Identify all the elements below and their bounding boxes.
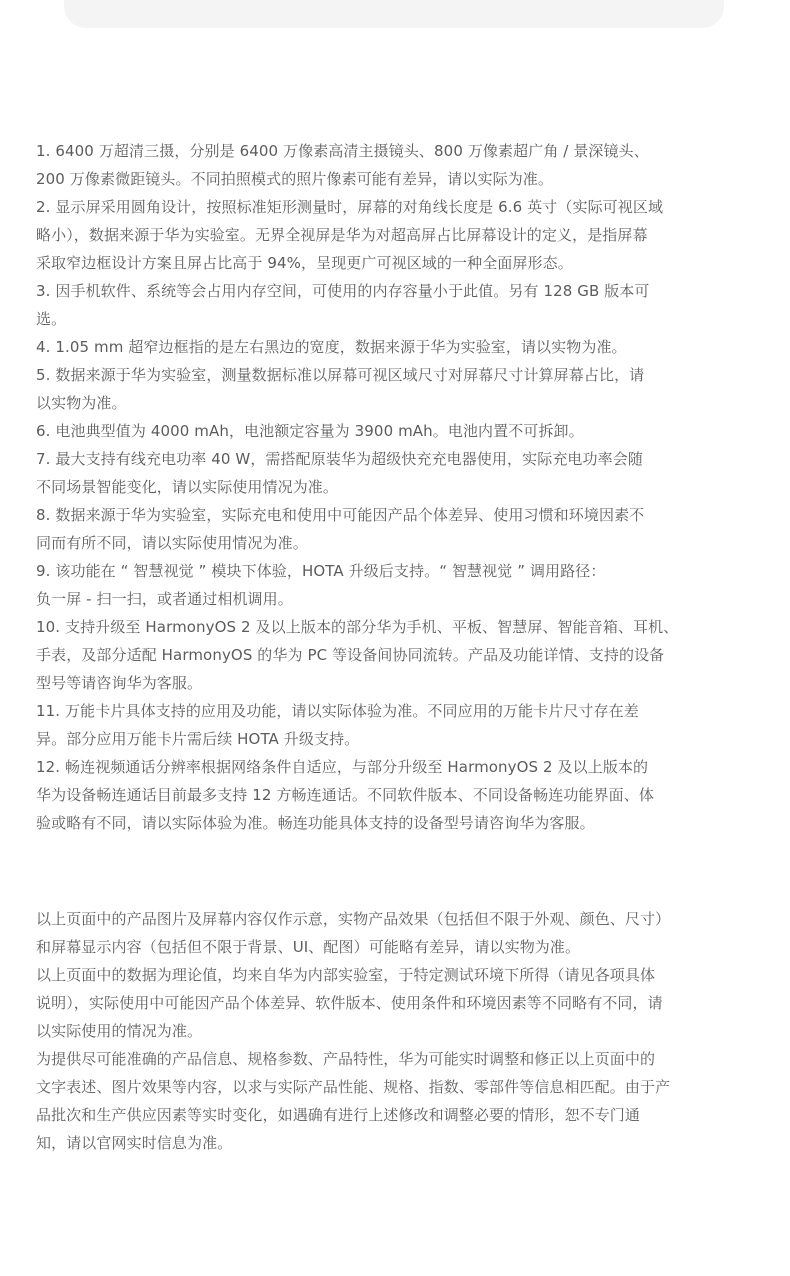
footnote-line: 验或略有不同，请以实际体验为准。畅连功能具体支持的设备型号请咨询华为客服。: [36, 814, 595, 832]
disclaimer-line: 以上页面中的数据为理论值，均来自华为内部实验室，于特定测试环境下所得（请见各项具体: [36, 966, 656, 984]
footnote-line: 选。: [36, 310, 67, 328]
footnote-line: 型号等请咨询华为客服。: [36, 674, 203, 692]
top-card: [64, 0, 724, 28]
disclaimer-line: 说明），实际使用中可能因产品个体差异、软件版本、使用条件和环境因素等不同略有不同，请: [36, 994, 663, 1012]
footnotes-section: [36, 137, 736, 837]
disclaimer-line: 和屏幕显示内容（包括但不限于背景、UI、配图）可能略有差异，请以实物为准。: [36, 938, 581, 956]
disclaimer-line: 以实际使用的情况为准。: [36, 1022, 203, 1040]
disclaimer-line: 文字表述、图片效果等内容，以求与实际产品性能、规格、指数、零部件等信息相匹配。由于产: [36, 1078, 671, 1096]
footnote-line: 7. 最大支持有线充电功率 40 W，需搭配原装华为超级快充充电器使用，实际充电功率会随: [36, 450, 643, 468]
footnote-line: 9. 该功能在 “ 智慧视觉 ” 模块下体验，HOTA 升级后支持。“ 智慧视觉 ” 调用路径：: [36, 562, 606, 580]
footnote-line: 异。部分应用万能卡片需后续 HOTA 升级支持。: [36, 730, 360, 748]
footnote-line: 华为设备畅连通话目前最多支持 12 方畅连通话。不同软件版本、不同设备畅连功能界面、体: [36, 786, 654, 804]
footnote-line: 采取窄边框设计方案且屏占比高于 94%，呈现更广可视区域的一种全面屏形态。: [36, 254, 573, 272]
footnote-line: 以实物为准。: [36, 394, 127, 412]
footnote-line: 4. 1.05 mm 超窄边框指的是左右黑边的宽度，数据来源于华为实验室，请以实物为准。: [36, 338, 627, 356]
footnote-line: 11. 万能卡片具体支持的应用及功能，请以实际体验为准。不同应用的万能卡片尺寸存在差: [36, 702, 639, 720]
disclaimer-section: [36, 905, 736, 1157]
footnote-line: 3. 因手机软件、系统等会占用内存空间，可使用的内存容量小于此值。另有 128 GB 版本可: [36, 282, 650, 300]
footnote-line: 同而有所不同，请以实际使用情况为准。: [36, 534, 308, 552]
footnote-line: 1. 6400 万超清三摄，分别是 6400 万像素高清主摄镜头、800 万像素超广角 / 景深镜头、: [36, 142, 649, 160]
footnote-line: 2. 显示屏采用圆角设计，按照标准矩形测量时，屏幕的对角线长度是 6.6 英寸（实际可视区域: [36, 198, 664, 216]
footnote-line: 负一屏 - 扫一扫，或者通过相机调用。: [36, 590, 293, 608]
footnote-line: 不同场景智能变化，请以实际使用情况为准。: [36, 478, 339, 496]
footnote-line: 8. 数据来源于华为实验室，实际充电和使用中可能因产品个体差异、使用习惯和环境因素不: [36, 506, 645, 524]
disclaimer-line: 以上页面中的产品图片及屏幕内容仅作示意，实物产品效果（包括但不限于外观、颜色、尺寸）: [36, 910, 671, 928]
disclaimer-line: 品批次和生产供应因素等实时变化，如遇确有进行上述修改和调整必要的情形，恕不专门通: [36, 1106, 641, 1124]
footnote-line: 200 万像素微距镜头。不同拍照模式的照片像素可能有差异，请以实际为准。: [36, 170, 554, 188]
disclaimer-line: 为提供尽可能准确的产品信息、规格参数、产品特性，华为可能实时调整和修正以上页面中的: [36, 1050, 656, 1068]
footnote-line: 略小），数据来源于华为实验室。无界全视屏是华为对超高屏占比屏幕设计的定义，是指屏幕: [36, 226, 648, 244]
footnote-line: 10. 支持升级至 HarmonyOS 2 及以上版本的部分华为手机、平板、智慧屏、智能音箱、耳机、: [36, 618, 679, 636]
disclaimer-line: 知，请以官网实时信息为准。: [36, 1134, 233, 1152]
footnote-line: 手表，及部分适配 HarmonyOS 的华为 PC 等设备间协同流转。产品及功能详情、支持的设备: [36, 646, 665, 664]
footnote-line: 12. 畅连视频通话分辨率根据网络条件自适应，与部分升级至 HarmonyOS 2 及以上版本的: [36, 758, 649, 776]
footnote-line: 5. 数据来源于华为实验室，测量数据标准以屏幕可视区域尺寸对屏幕尺寸计算屏幕占比，请: [36, 366, 645, 384]
footnote-line: 6. 电池典型值为 4000 mAh，电池额定容量为 3900 mAh。电池内置不可拆卸。: [36, 422, 584, 440]
